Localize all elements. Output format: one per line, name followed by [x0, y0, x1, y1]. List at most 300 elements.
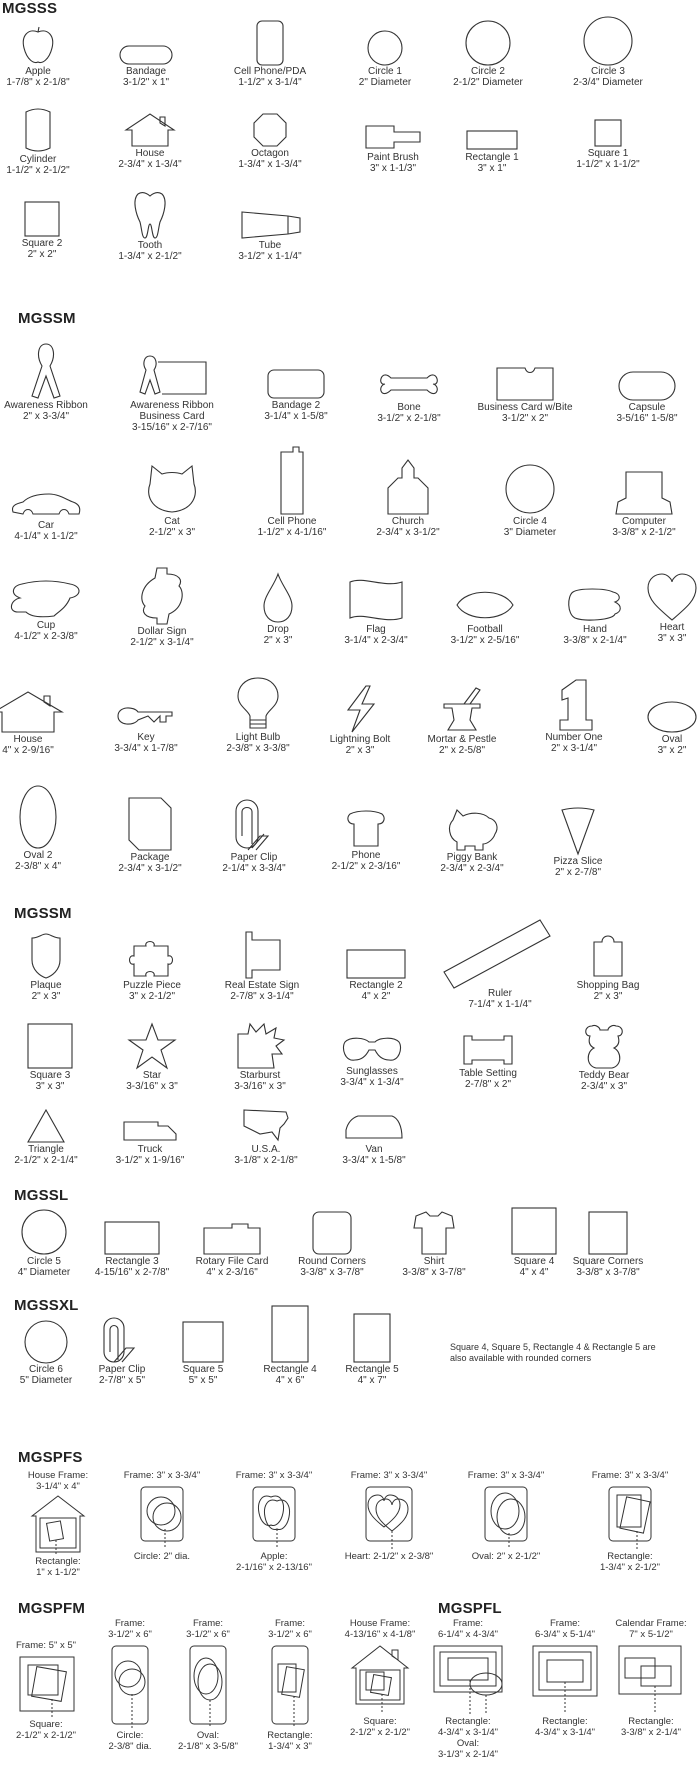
shape-dimensions: 3-3/4" x 1-7/8" — [114, 743, 178, 754]
shape-name: Cell Phone/PDA — [233, 66, 307, 77]
shape-dimensions: 2-1/2" x 2-1/4" — [14, 1155, 78, 1166]
insert-size: 3-3/8" x 2-1/4" — [620, 1727, 682, 1738]
heart-frame-diagram — [362, 1483, 416, 1549]
shape-item — [86, 700, 206, 754]
shape-name: Sunglasses — [346, 1066, 398, 1077]
shape-name: Piggy Bank — [446, 852, 498, 863]
insert-title: Circle: 2" dia. — [133, 1551, 191, 1562]
sunglasses-shape — [341, 1034, 403, 1066]
shape-name: Shirt — [423, 1256, 445, 1267]
rectangle-3-shape — [103, 1220, 161, 1256]
frame-size: 4-13/16" x 4-1/8" — [344, 1629, 416, 1640]
frame-title: Frame: — [114, 1618, 146, 1629]
insert-title: Rectangle: — [628, 1716, 674, 1727]
shape-dimensions: 3" x 1-1/3" — [369, 163, 416, 174]
shape-item — [402, 686, 522, 756]
shape-name: U.S.A. — [251, 1144, 281, 1155]
shape-dimensions: 3-3/8" x 2-1/2" — [612, 527, 676, 538]
insert-title: Heart: 2-1/2" x 2-3/8" — [344, 1551, 434, 1562]
shape-name: Computer — [622, 516, 666, 527]
shape-dimensions: 4" x 7" — [357, 1375, 387, 1386]
shape-item — [316, 948, 436, 1002]
real-estate-sign-shape — [238, 930, 286, 980]
rectangle-5-shape — [352, 1312, 392, 1364]
shape-name: Rotary File Card — [195, 1256, 269, 1267]
plaque-shape — [28, 932, 64, 980]
shape-dimensions: 2-1/2" x 2-3/16" — [331, 861, 401, 872]
shape-name: Puzzle Piece — [123, 980, 181, 991]
shape-dimensions: 3-15/16" x 2-7/16" — [132, 422, 212, 433]
shape-item — [548, 1210, 668, 1278]
shape-name: Square Corners — [572, 1256, 644, 1267]
frame-title: Frame: 3" x 3-3/4" — [235, 1470, 313, 1481]
shape-item — [612, 572, 700, 644]
house-frame-diagram — [28, 1494, 88, 1554]
shape-dimensions: 2" x 2" — [27, 249, 57, 260]
shape-name: Tooth — [137, 240, 163, 251]
shape-item — [102, 566, 222, 648]
insert-title: Circle: — [116, 1730, 144, 1741]
shirt-shape — [412, 1210, 456, 1256]
circle-1-shape — [365, 26, 405, 66]
shape-item — [548, 16, 668, 88]
cat-shape — [146, 462, 198, 516]
frame-size: 3-1/2" x 6" — [268, 1629, 312, 1640]
rectangle-frame-large-diagram — [529, 1642, 601, 1714]
shape-dimensions: 3-3/8" x 3-7/8" — [402, 1267, 466, 1278]
shape-name: Key — [137, 732, 155, 743]
shape-name: Square 3 — [29, 1070, 71, 1081]
shape-name: Rectangle 2 — [349, 980, 403, 991]
shape-name: Paper Clip — [230, 852, 278, 863]
shape-dimensions: 3-3/16" x 3" — [234, 1081, 286, 1092]
frame-item — [6, 1640, 86, 1741]
shape-name: Circle 1 — [368, 66, 402, 77]
frame-item — [580, 1470, 680, 1573]
shape-name: Real Estate Sign — [224, 980, 300, 991]
insert-title: Rectangle: — [542, 1716, 588, 1727]
insert-title: Square: — [29, 1719, 63, 1730]
frame-title: Frame: 3" x 3-3/4" — [591, 1470, 669, 1481]
shape-item — [0, 932, 106, 1002]
shape-item — [428, 20, 548, 88]
round-corners-shape — [311, 1210, 353, 1256]
shape-dimensions: 2-7/8" x 3-1/4" — [230, 991, 294, 1002]
car-shape — [9, 490, 83, 520]
insert-title: Apple: — [260, 1551, 288, 1562]
cylinder-shape — [23, 106, 53, 154]
shape-item — [90, 796, 210, 874]
shape-dimensions: 3-1/2" x 1-9/16" — [115, 1155, 185, 1166]
shape-item — [584, 470, 700, 538]
lightning-bolt-shape — [340, 684, 380, 734]
house-frame-medium-diagram — [348, 1642, 412, 1714]
circle-4-shape — [504, 462, 556, 516]
shape-dimensions: 2" x 2-7/8" — [554, 867, 601, 878]
shape-dimensions: 2" x 3" — [345, 745, 375, 756]
shape-name: Table Setting — [459, 1068, 517, 1079]
shape-item — [90, 190, 210, 262]
shape-dimensions: 2-1/4" x 3-3/4" — [222, 863, 286, 874]
circle-5-shape — [20, 1208, 68, 1256]
square-3-shape — [26, 1022, 74, 1070]
shape-item — [0, 578, 106, 642]
shape-name: Church — [391, 516, 425, 527]
section-title-mgspfm: MGSPFM — [18, 1600, 86, 1617]
square-5-shape — [181, 1320, 225, 1364]
insert-size: 1-3/4" x 3" — [268, 1741, 312, 1752]
tooth-shape — [132, 190, 168, 240]
shape-item — [440, 916, 560, 1010]
shape-item — [210, 112, 330, 170]
shape-dimensions: 3-3/4" x 1-3/4" — [340, 1077, 404, 1088]
shape-dimensions: 1-7/8" x 2-1/8" — [6, 77, 70, 88]
shape-dimensions: 2-3/8" x 3-3/8" — [226, 743, 290, 754]
mortar-and-pestle-shape — [440, 686, 484, 734]
light-bulb-shape — [236, 676, 280, 732]
shape-name: Rectangle 3 — [105, 1256, 159, 1267]
shape-item — [544, 1022, 664, 1092]
puzzle-piece-shape — [126, 938, 178, 980]
shape-dimensions: 3-1/4" x 2-3/4" — [344, 635, 408, 646]
shape-dimensions: 2-3/4" x 3-1/2" — [118, 863, 182, 874]
shape-dimensions: 1-1/2" x 4-1/16" — [257, 527, 327, 538]
church-shape — [384, 456, 432, 516]
shape-dimensions: 2" x 3-3/4" — [22, 411, 69, 422]
shape-name: Van — [365, 1144, 383, 1155]
shape-name: Phone — [351, 850, 381, 861]
shape-dimensions: 3-1/8" x 2-1/8" — [234, 1155, 298, 1166]
frame-title: House Frame: — [27, 1470, 89, 1481]
circle-frame-medium-diagram — [108, 1642, 152, 1728]
insert-title: Oval: 2" x 2-1/2" — [471, 1551, 541, 1562]
triangle-shape — [26, 1108, 66, 1144]
frame-size: 7" x 5-1/2" — [629, 1629, 673, 1640]
shape-dimensions: 2-3/4" x 3-1/2" — [376, 527, 440, 538]
shape-name: Light Bulb — [235, 732, 281, 743]
heart-shape — [646, 572, 698, 622]
insert-size: 4-3/4" x 3-1/4" — [534, 1727, 596, 1738]
shape-item — [0, 784, 98, 872]
truck-shape — [122, 1116, 178, 1144]
insert-title: Rectangle: — [35, 1556, 81, 1567]
insert-size-2: 3-1/3" x 2-1/4" — [437, 1749, 499, 1760]
frame-title: House Frame: — [349, 1618, 411, 1629]
rectangle-1-shape — [465, 128, 519, 152]
shape-dimensions: 4" x 2-9/16" — [2, 745, 54, 756]
shape-dimensions: 3-3/8" x 3-7/8" — [576, 1267, 640, 1278]
shape-name: Triangle — [28, 1144, 64, 1155]
rounded-corners-note: Square 4, Square 5, Rectangle 4 & Rectangle 5 are also available with rounded corners — [450, 1342, 656, 1363]
frame-title: Frame: 3" x 3-3/4" — [467, 1470, 545, 1481]
number-one-shape — [554, 678, 594, 732]
tube-shape — [238, 210, 302, 240]
shape-name: Cup — [36, 620, 56, 631]
rotary-file-card-shape — [202, 1222, 262, 1256]
shape-dimensions: 7-1/4" x 1-1/4" — [468, 999, 532, 1010]
frame-title: Frame: — [549, 1618, 581, 1629]
section-title-mgspfl: MGSPFL — [438, 1600, 502, 1617]
house-large-shape — [0, 690, 64, 734]
shape-dimensions: 3-1/2" x 2" — [501, 413, 548, 424]
shape-dimensions: 1-1/2" x 2-1/2" — [6, 165, 70, 176]
shape-name: Circle 4 — [513, 516, 547, 527]
shape-dimensions: 2-3/4" Diameter — [573, 77, 643, 88]
shape-dimensions: 2" x 3" — [31, 991, 61, 1002]
shape-item — [425, 586, 545, 646]
oval-rectangle-frame-diagram — [430, 1642, 506, 1714]
frame-item — [456, 1470, 556, 1562]
shape-item — [314, 1112, 434, 1166]
shape-item — [306, 810, 426, 872]
shape-dimensions: 3-3/16" x 3" — [126, 1081, 178, 1092]
insert-size: 2-1/16" x 2-13/16" — [236, 1562, 312, 1573]
shape-dimensions: 3-1/4" x 1-5/8" — [264, 411, 328, 422]
shape-dimensions: 4" Diameter — [17, 1267, 71, 1278]
shape-item — [587, 370, 700, 424]
frame-item — [8, 1470, 108, 1578]
shape-name: Square 1 — [587, 148, 629, 159]
rectangle-2-shape — [345, 948, 407, 980]
shape-item — [194, 796, 314, 874]
shape-item — [112, 354, 232, 433]
section-title-mgssl: MGSSL — [14, 1187, 69, 1204]
cell-phone-pda-shape — [255, 20, 285, 66]
capsule-shape — [617, 370, 677, 402]
frame-item — [520, 1618, 610, 1738]
shape-dimensions: 2" x 3" — [593, 991, 623, 1002]
shape-name: Circle 5 — [27, 1256, 61, 1267]
insert-size: 1-3/4" x 2-1/2" — [599, 1562, 661, 1573]
shape-dimensions: 3-3/8" x 2-1/4" — [563, 635, 627, 646]
shape-name-line2: Business Card — [139, 411, 205, 422]
shape-dimensions: 3-1/2" x 2-1/8" — [377, 413, 441, 424]
shape-item — [612, 700, 700, 756]
shape-item — [0, 200, 102, 260]
shape-item — [312, 1312, 432, 1386]
shape-dimensions: 4" x 2" — [361, 991, 391, 1002]
shape-dimensions: 2-7/8" x 5" — [98, 1375, 145, 1386]
shape-name: Paint Brush — [367, 152, 419, 163]
shape-name: Star — [142, 1070, 162, 1081]
starburst-shape — [234, 1022, 286, 1070]
insert-title: Rectangle: — [445, 1716, 491, 1727]
shape-item — [348, 456, 468, 538]
frame-title: Frame: — [192, 1618, 224, 1629]
apple-shape — [18, 26, 58, 66]
oval-2-shape — [18, 784, 58, 850]
shape-name: Cell Phone — [267, 516, 317, 527]
shape-name: Cylinder — [19, 154, 57, 165]
shape-dimensions: 4-1/4" x 1-1/2" — [14, 531, 78, 542]
shape-dimensions: 3-1/2" x 1" — [122, 77, 169, 88]
shape-dimensions: 4" x 2-3/16" — [206, 1267, 258, 1278]
bandage-shape — [118, 26, 174, 66]
shape-name: Heart — [659, 622, 685, 633]
shape-item — [0, 106, 98, 176]
shape-name: Rectangle 5 — [345, 1364, 399, 1375]
shape-dimensions: 2-3/4" x 3" — [580, 1081, 627, 1092]
shape-item — [548, 118, 668, 170]
awareness-ribbon-shape — [28, 340, 64, 400]
insert-title: Square: — [363, 1716, 397, 1727]
circle-3-shape — [583, 16, 633, 66]
shape-dimensions: 2" x 3" — [263, 635, 293, 646]
shape-item — [518, 806, 638, 878]
oval-frame-diagram — [481, 1483, 531, 1549]
shape-name: Ruler — [488, 988, 512, 999]
shape-name: Cat — [164, 516, 180, 527]
shape-name: Flag — [366, 624, 386, 635]
frame-item — [168, 1618, 248, 1752]
shape-name: Circle 3 — [591, 66, 625, 77]
shape-dimensions: 1-3/4" x 2-1/2" — [118, 251, 182, 262]
rectangle-frame-medium-diagram — [268, 1642, 312, 1728]
shape-name: Football — [467, 624, 503, 635]
shape-dimensions: 3" x 3" — [657, 633, 687, 644]
shape-item — [210, 20, 330, 88]
shape-name: Rectangle 4 — [263, 1364, 317, 1375]
shape-dimensions: 2-1/2" Diameter — [453, 77, 523, 88]
house-shape — [124, 112, 176, 148]
shape-name: Mortar & Pestle — [427, 734, 497, 745]
shape-dimensions: 3-3/4" x 1-5/8" — [342, 1155, 406, 1166]
shape-name: Square 5 — [182, 1364, 224, 1375]
paint-brush-shape — [364, 122, 422, 152]
shape-name: Hand — [583, 624, 607, 635]
shape-name: Rectangle 1 — [465, 152, 519, 163]
shape-item — [432, 128, 552, 174]
insert-title-2: Oval: — [456, 1738, 480, 1749]
shape-item — [316, 578, 436, 646]
shape-dimensions: 4-15/16" x 2-7/8" — [94, 1267, 170, 1278]
shape-item — [86, 26, 206, 88]
flag-shape — [346, 578, 406, 624]
pizza-slice-shape — [560, 806, 596, 856]
teddy-bear-shape — [580, 1022, 628, 1070]
shape-dimensions: 3" x 3" — [35, 1081, 65, 1092]
frame-item — [330, 1618, 430, 1738]
shape-name: Capsule — [628, 402, 666, 413]
shape-name: Bandage 2 — [271, 400, 321, 411]
shape-name: Dollar Sign — [137, 626, 187, 637]
shape-name: Apple — [25, 66, 51, 77]
shape-dimensions: 2-3/4" x 1-3/4" — [118, 159, 182, 170]
rectangle-4-shape — [270, 1304, 310, 1364]
frame-title: Frame: 5" x 5" — [15, 1640, 77, 1651]
shape-item — [0, 490, 106, 542]
piggy-bank-shape — [445, 808, 499, 852]
shape-name: Circle 2 — [471, 66, 505, 77]
shape-dimensions: 3-1/2" x 1-1/4" — [238, 251, 302, 262]
shape-item — [349, 366, 469, 424]
shape-item — [92, 938, 212, 1002]
shape-name: Awareness Ribbon — [130, 400, 214, 411]
shape-name: Awareness Ribbon — [4, 400, 88, 411]
square-frame-diagram — [16, 1653, 76, 1717]
shape-name: House — [135, 148, 165, 159]
section-title-mgsss: MGSSS — [2, 0, 58, 17]
shape-dimensions: 3-5/16" 1-5/8" — [616, 413, 678, 424]
frame-size: 6-1/4" x 4-3/4" — [437, 1629, 499, 1640]
frame-item — [418, 1618, 518, 1760]
shape-dimensions: 2-1/2" x 3-1/4" — [130, 637, 194, 648]
insert-size: 4-3/4" x 3-1/4" — [437, 1727, 499, 1738]
shape-name: House — [13, 734, 43, 745]
shape-item — [470, 462, 590, 538]
frame-item — [334, 1470, 444, 1562]
shape-dimensions: 1-3/4" x 1-3/4" — [238, 159, 302, 170]
square-1-shape — [593, 118, 623, 148]
shape-item — [312, 1034, 432, 1088]
shape-name: Drop — [267, 624, 289, 635]
cup-shape — [8, 578, 84, 620]
shape-item — [112, 462, 232, 538]
shape-item — [548, 932, 668, 1002]
phone-shape — [344, 810, 388, 850]
circle-2-shape — [465, 20, 511, 66]
shape-item — [428, 1032, 548, 1090]
shape-name: Business Card w/Bite — [477, 402, 573, 413]
shape-name: Paper Clip — [98, 1364, 146, 1375]
paper-clip-xl-shape — [100, 1316, 144, 1364]
bandage-2-shape — [266, 368, 326, 400]
shape-name: Bone — [397, 402, 421, 413]
shape-name: Round Corners — [298, 1256, 366, 1267]
shape-dimensions: 3" Diameter — [503, 527, 557, 538]
shape-name: Circle 6 — [29, 1364, 63, 1375]
cell-phone-shape — [277, 446, 307, 516]
shape-item — [202, 930, 322, 1002]
shape-name: Oval — [661, 734, 683, 745]
frame-item — [90, 1618, 170, 1752]
ruler-shape — [440, 916, 560, 988]
insert-size: 2-1/2" x 2-1/2" — [349, 1727, 411, 1738]
frame-title: Frame: 3" x 3-3/4" — [350, 1470, 428, 1481]
shape-item — [236, 368, 356, 422]
square-corners-shape — [587, 1210, 629, 1256]
shape-item — [412, 808, 532, 874]
shape-dimensions: 1-1/2" x 3-1/4" — [238, 77, 302, 88]
shape-name: Number One — [545, 732, 603, 743]
table-setting-shape — [462, 1032, 514, 1068]
star-shape — [127, 1022, 177, 1070]
frame-size: 6-3/4" x 5-1/4" — [534, 1629, 596, 1640]
shape-name: Plaque — [30, 980, 62, 991]
paper-clip-shape — [232, 796, 276, 852]
shape-item — [0, 26, 98, 88]
insert-title: Rectangle: — [267, 1730, 313, 1741]
football-shape — [455, 586, 515, 624]
shape-name: Package — [130, 852, 170, 863]
oval-shape — [646, 700, 698, 734]
frame-size: 3-1/4" x 4" — [36, 1481, 80, 1492]
shape-dimensions: 2-1/2" x 3" — [148, 527, 195, 538]
shape-dimensions: 5" x 5" — [188, 1375, 218, 1386]
apple-frame-diagram — [249, 1483, 299, 1549]
shape-name: Car — [37, 520, 55, 531]
insert-title: Oval: — [196, 1730, 220, 1741]
shape-item — [92, 1022, 212, 1092]
insert-size: 2-1/8" x 3-5/8" — [177, 1741, 239, 1752]
octagon-shape — [253, 112, 287, 148]
frame-item — [604, 1618, 698, 1738]
shape-dimensions: 4" x 6" — [275, 1375, 305, 1386]
shopping-bag-shape — [590, 932, 626, 980]
shape-name: Octagon — [251, 148, 289, 159]
usa-shape — [240, 1106, 292, 1144]
package-shape — [127, 796, 173, 852]
